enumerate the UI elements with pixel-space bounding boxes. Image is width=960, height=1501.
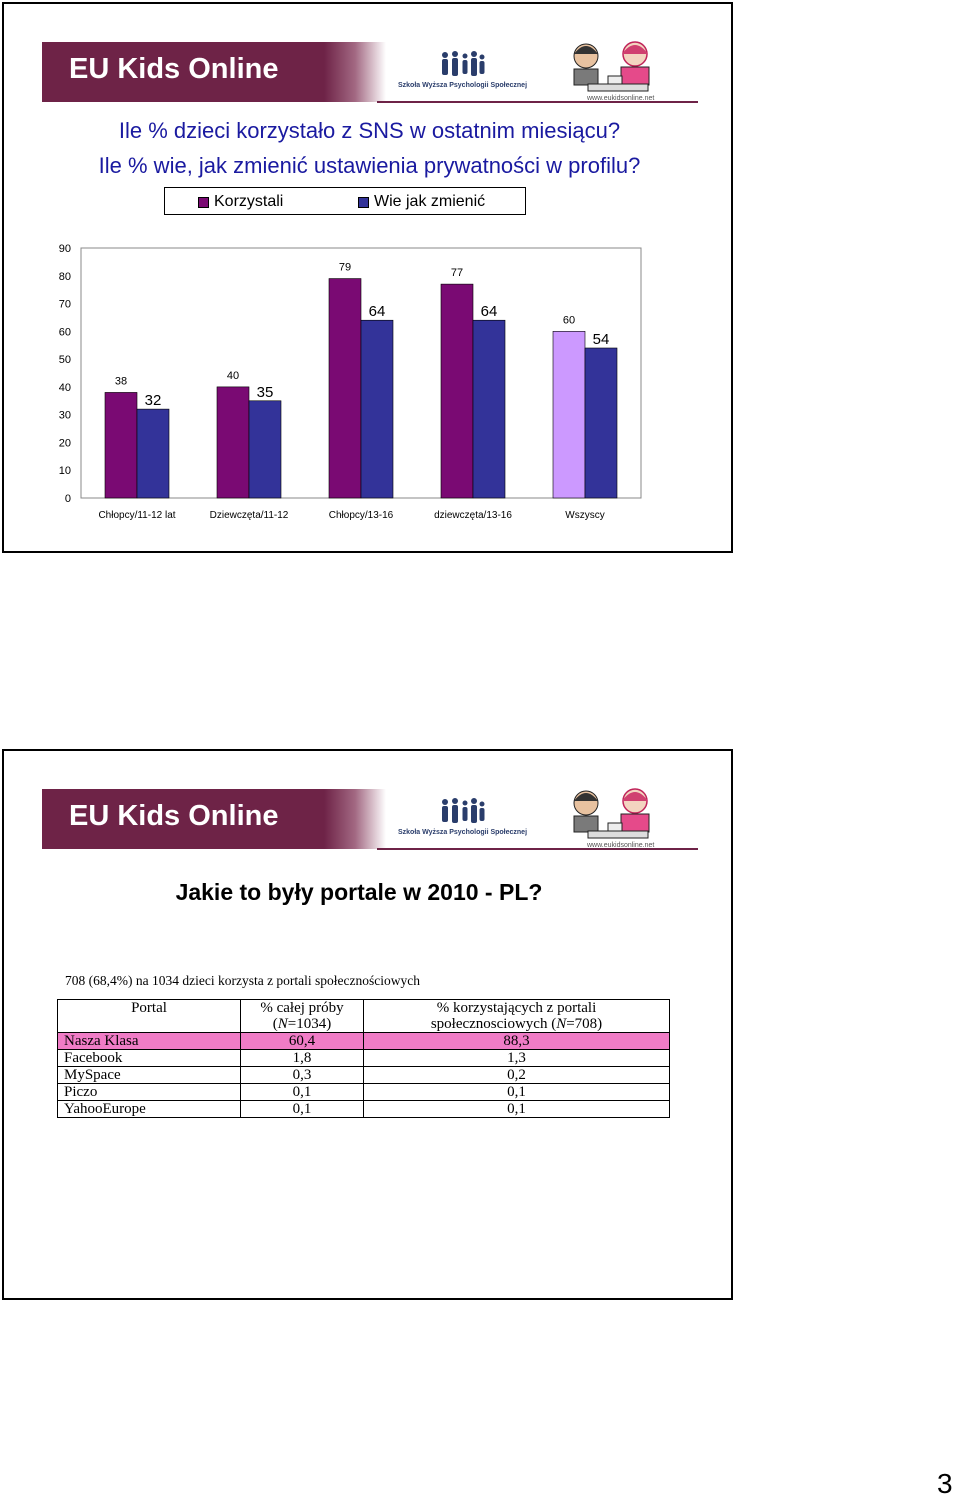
page-number: 3 (937, 1468, 953, 1499)
x-category-label: Chłopcy/13-16 (328, 510, 394, 521)
portals-heading: Jakie to były portale w 2010 - PL? (175, 879, 543, 905)
table-row (58, 1101, 670, 1118)
portals-table (57, 999, 670, 1118)
slide-sns-usage (2, 2, 733, 553)
data-label: 64 (480, 303, 498, 321)
slide-portals (2, 749, 733, 1300)
bar (361, 320, 393, 498)
banner-title: EU Kids Online (69, 800, 279, 832)
table-header-row (58, 1000, 670, 1033)
legend-label-series-2: Wie jak zmienić (374, 193, 486, 210)
family-logo-icon (440, 797, 486, 827)
table-row (58, 1033, 670, 1050)
bar (329, 279, 361, 498)
bar (473, 320, 505, 498)
bar (105, 392, 137, 498)
y-tick-label: 40 (58, 381, 71, 394)
y-tick-label: 50 (58, 354, 71, 367)
y-tick-label: 10 (58, 465, 71, 478)
school-name: Szkoła Wyższa Psychologii Społecznej (398, 82, 528, 89)
data-label: 32 (144, 392, 162, 410)
table-row (58, 1067, 670, 1084)
cell-portal: Facebook (58, 1050, 241, 1067)
bar (249, 401, 281, 498)
cell-total-pct: 1,8 (241, 1050, 364, 1067)
x-category-label: Wszyscy (565, 510, 605, 521)
y-tick-label: 80 (58, 270, 71, 283)
cell-total-pct: 60,4 (241, 1033, 364, 1050)
table-row (58, 1050, 670, 1067)
bar (553, 331, 585, 498)
heading-line-1: Ile % dzieci korzystało z SNS w ostatnim miesiącu? (118, 118, 621, 143)
data-label: 64 (368, 303, 386, 321)
cell-users-pct: 1,3 (364, 1050, 670, 1067)
legend-label-series-1: Korzystali (214, 193, 284, 210)
bar-chart (4, 4, 731, 551)
x-category-label: Dziewczęta/11-12 (209, 510, 289, 521)
bar (441, 284, 473, 498)
header-total-sample: % całej próby (N=1034) (241, 1000, 364, 1033)
school-name: Szkoła Wyższa Psychologii Społecznej (398, 829, 528, 836)
y-tick-label: 70 (58, 298, 71, 311)
banner-title: EU Kids Online (69, 53, 279, 85)
bar (217, 387, 249, 498)
cell-portal: Nasza Klasa (58, 1033, 241, 1050)
data-label: 40 (226, 369, 240, 382)
table-row (58, 1084, 670, 1101)
website-url: www.eukidsonline.net (587, 842, 655, 849)
y-tick-label: 20 (58, 437, 71, 450)
cell-users-pct: 0,2 (364, 1067, 670, 1084)
header-sns-users: % korzystających z portali społecznosciowych (N=708) (364, 1000, 670, 1033)
bar (585, 348, 617, 498)
cell-users-pct: 88,3 (364, 1033, 670, 1050)
y-tick-label: 0 (64, 493, 71, 505)
data-label: 77 (450, 267, 464, 280)
heading-line-2: Ile % wie, jak zmienić ustawienia prywatności w profilu? (98, 153, 641, 178)
y-tick-label: 30 (58, 409, 71, 422)
header-portal: Portal (58, 1000, 241, 1033)
y-tick-label: 90 (58, 243, 71, 255)
website-url: www.eukidsonline.net (587, 95, 655, 102)
data-label: 60 (562, 314, 576, 327)
cell-total-pct: 0,3 (241, 1067, 364, 1084)
data-label: 79 (338, 261, 352, 274)
cell-total-pct: 0,1 (241, 1101, 364, 1118)
kids-at-computer-icon (564, 785, 659, 841)
x-category-label: dziewczęta/13-16 (434, 510, 512, 521)
cell-users-pct: 0,1 (364, 1084, 670, 1101)
cell-portal: Piczo (58, 1084, 241, 1101)
x-category-label: Chłopcy/11-12 lat (98, 510, 176, 521)
usage-note: 708 (68,4%) na 1034 dzieci korzysta z portali społecznościowych (65, 973, 421, 988)
cell-total-pct: 0,1 (241, 1084, 364, 1101)
cell-users-pct: 0,1 (364, 1101, 670, 1118)
data-label: 38 (114, 375, 128, 388)
bar (137, 409, 169, 498)
data-label: 35 (256, 383, 274, 401)
y-tick-label: 60 (58, 326, 71, 339)
cell-portal: MySpace (58, 1067, 241, 1084)
data-label: 54 (592, 331, 610, 348)
eu-kids-online-banner (42, 789, 698, 851)
cell-portal: YahooEurope (58, 1101, 241, 1118)
